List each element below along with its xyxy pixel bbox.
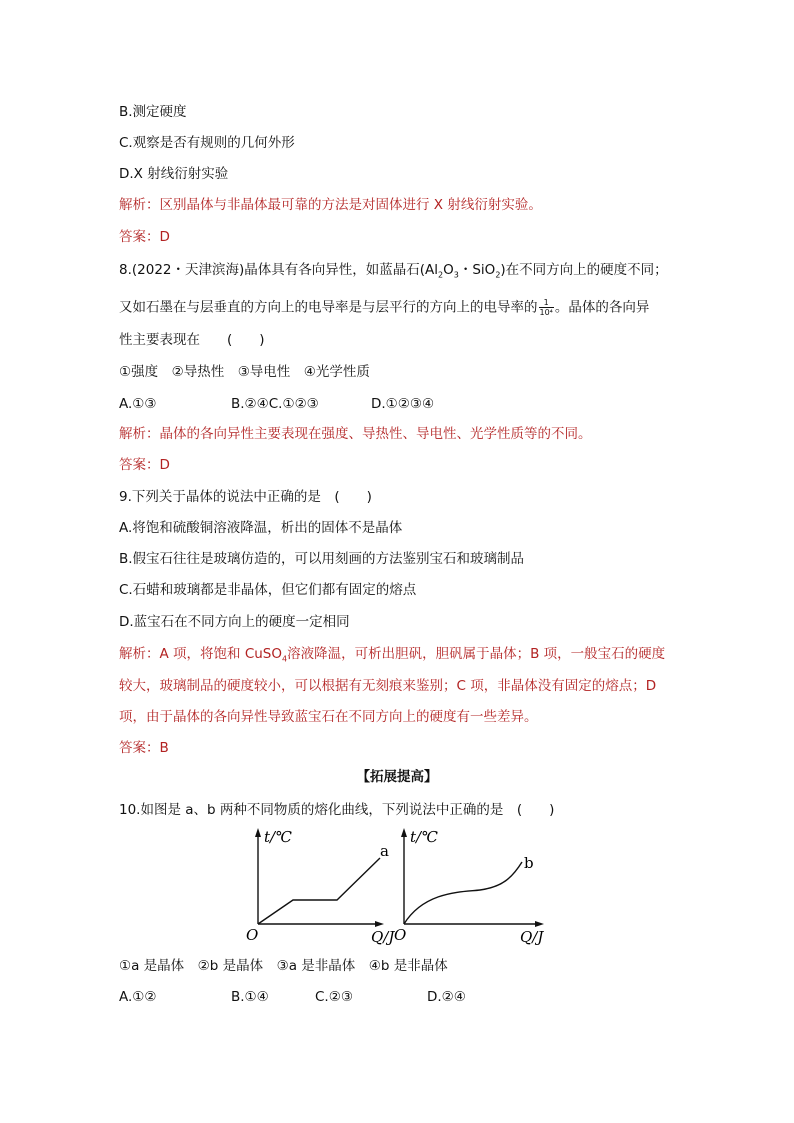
- analysis-text: A 项，将饱和 CuSO: [159, 646, 282, 662]
- arrow-right-icon: [535, 921, 544, 927]
- q8-option-a: A.①③: [119, 396, 157, 412]
- graph-b-curve: [404, 862, 522, 924]
- subscript: 3: [453, 270, 459, 280]
- stem-text: O: [443, 262, 454, 278]
- answer-value: D: [159, 229, 170, 245]
- answer-value: B: [159, 740, 169, 756]
- q8-answer: [119, 456, 170, 474]
- q9-analysis-line-3: 项，由于晶体的各向异性导致蓝宝石在不同方向上的硬度有一些差异。: [119, 709, 538, 725]
- subscript: 2: [438, 270, 444, 280]
- q8-option-bc: B.②④C.①②③: [231, 396, 319, 412]
- stem-text: 。晶体的各向异: [554, 299, 650, 316]
- q10-items: ①a 是晶体 ②b 是晶体 ③a 是非晶体 ④b 是非晶体: [119, 958, 448, 974]
- q9-option-a: A.将饱和硫酸铜溶液降温，析出的固体不是晶体: [119, 520, 403, 536]
- answer-label: 答案：: [119, 229, 160, 245]
- fraction: [539, 298, 554, 317]
- arrow-right-icon: [375, 921, 384, 927]
- analysis-text: 溶液降温，可析出胆矾，胆矾属于晶体；B 项，一般宝石的硬度: [287, 646, 666, 662]
- q10-option-b: B.①④: [231, 989, 269, 1005]
- q8-option-d: D.①②③④: [371, 396, 435, 412]
- graph-b-origin: O: [394, 926, 407, 944]
- q7-option-d: D.X 射线衍射实验: [119, 166, 229, 182]
- stem-text: )在不同方向上的硬度不同；: [500, 262, 668, 278]
- analysis-label: 解析：: [119, 197, 160, 213]
- q10-stem: 10.如图是 a、b 两种不同物质的熔化曲线，下列说法中正确的是 ( ): [119, 802, 555, 818]
- graph-b-x-label: Q/J: [520, 928, 544, 946]
- analysis-label: 解析：: [119, 646, 160, 662]
- fraction-denominator: 10⁴: [539, 308, 553, 317]
- section-title: 【拓展提高】: [356, 769, 438, 785]
- q8-stem-line-2: [119, 298, 649, 317]
- q9-option-c: C.石蜡和玻璃都是非晶体，但它们都有固定的熔点: [119, 582, 417, 598]
- q7-option-b: B.测定硬度: [119, 104, 187, 120]
- q9-option-b: B.假宝石往往是玻璃仿造的，可以用刻画的方法鉴别宝石和玻璃制品: [119, 551, 525, 567]
- q10-option-d: D.②④: [427, 989, 466, 1005]
- q9-analysis-line-1: [119, 645, 665, 669]
- analysis-label: 解析：: [119, 426, 160, 442]
- graph-a-origin: O: [246, 926, 259, 944]
- arrow-up-icon: [401, 828, 407, 837]
- stem-text: 8.(2022・天津滨海)晶体具有各向异性，如蓝晶石(Al: [119, 262, 439, 278]
- q8-items: ①强度 ②导热性 ③导电性 ④光学性质: [119, 364, 370, 380]
- answer-label: 答案：: [119, 457, 160, 473]
- graph-a-y-label: t/℃: [264, 828, 292, 846]
- graph-a: [246, 828, 395, 946]
- q8-stem-line-3: 性主要表现在 ( ): [119, 332, 265, 348]
- fraction-numerator: 1: [539, 298, 554, 308]
- q9-stem: 9.下列关于晶体的说法中正确的是 ( ): [119, 489, 372, 505]
- q10-option-a: A.①②: [119, 989, 157, 1005]
- graph-a-curve: [258, 858, 380, 924]
- q7-answer: [119, 228, 170, 246]
- q9-option-d: D.蓝宝石在不同方向上的硬度一定相同: [119, 614, 350, 630]
- answer-value: D: [159, 457, 170, 473]
- q7-option-c: C.观察是否有规则的几何外形: [119, 135, 295, 151]
- stem-text: 又如石墨在与层垂直的方向上的电导率是与层平行的方向上的电导率的: [119, 299, 538, 316]
- melting-curves-figure: [240, 820, 560, 950]
- analysis-text: 晶体的各向异性主要表现在强度、导热性、导电性、光学性质等的不同。: [159, 426, 592, 442]
- graph-b-y-label: t/℃: [410, 828, 438, 846]
- q9-analysis-line-2: 较大，玻璃制品的硬度较小，可以根据有无刻痕来鉴别；C 项，非晶体没有固定的熔点；D: [119, 678, 657, 694]
- arrow-up-icon: [255, 828, 261, 837]
- graph-b: [394, 828, 544, 946]
- graph-b-curve-label: b: [524, 854, 534, 872]
- subscript: 4: [282, 654, 288, 664]
- analysis-text: 区别晶体与非晶体最可靠的方法是对固体进行 X 射线衍射实验。: [159, 197, 542, 213]
- q9-answer: [119, 739, 169, 757]
- q10-option-c: C.②③: [315, 989, 353, 1005]
- subscript: 2: [495, 270, 501, 280]
- q8-stem-line-1: [119, 261, 668, 285]
- graph-a-curve-label: a: [380, 842, 389, 860]
- stem-text: ・SiO: [458, 262, 496, 278]
- answer-label: 答案：: [119, 740, 160, 756]
- q7-analysis: [119, 196, 542, 214]
- graph-a-x-label: Q/J: [371, 928, 395, 946]
- q8-analysis: [119, 425, 592, 443]
